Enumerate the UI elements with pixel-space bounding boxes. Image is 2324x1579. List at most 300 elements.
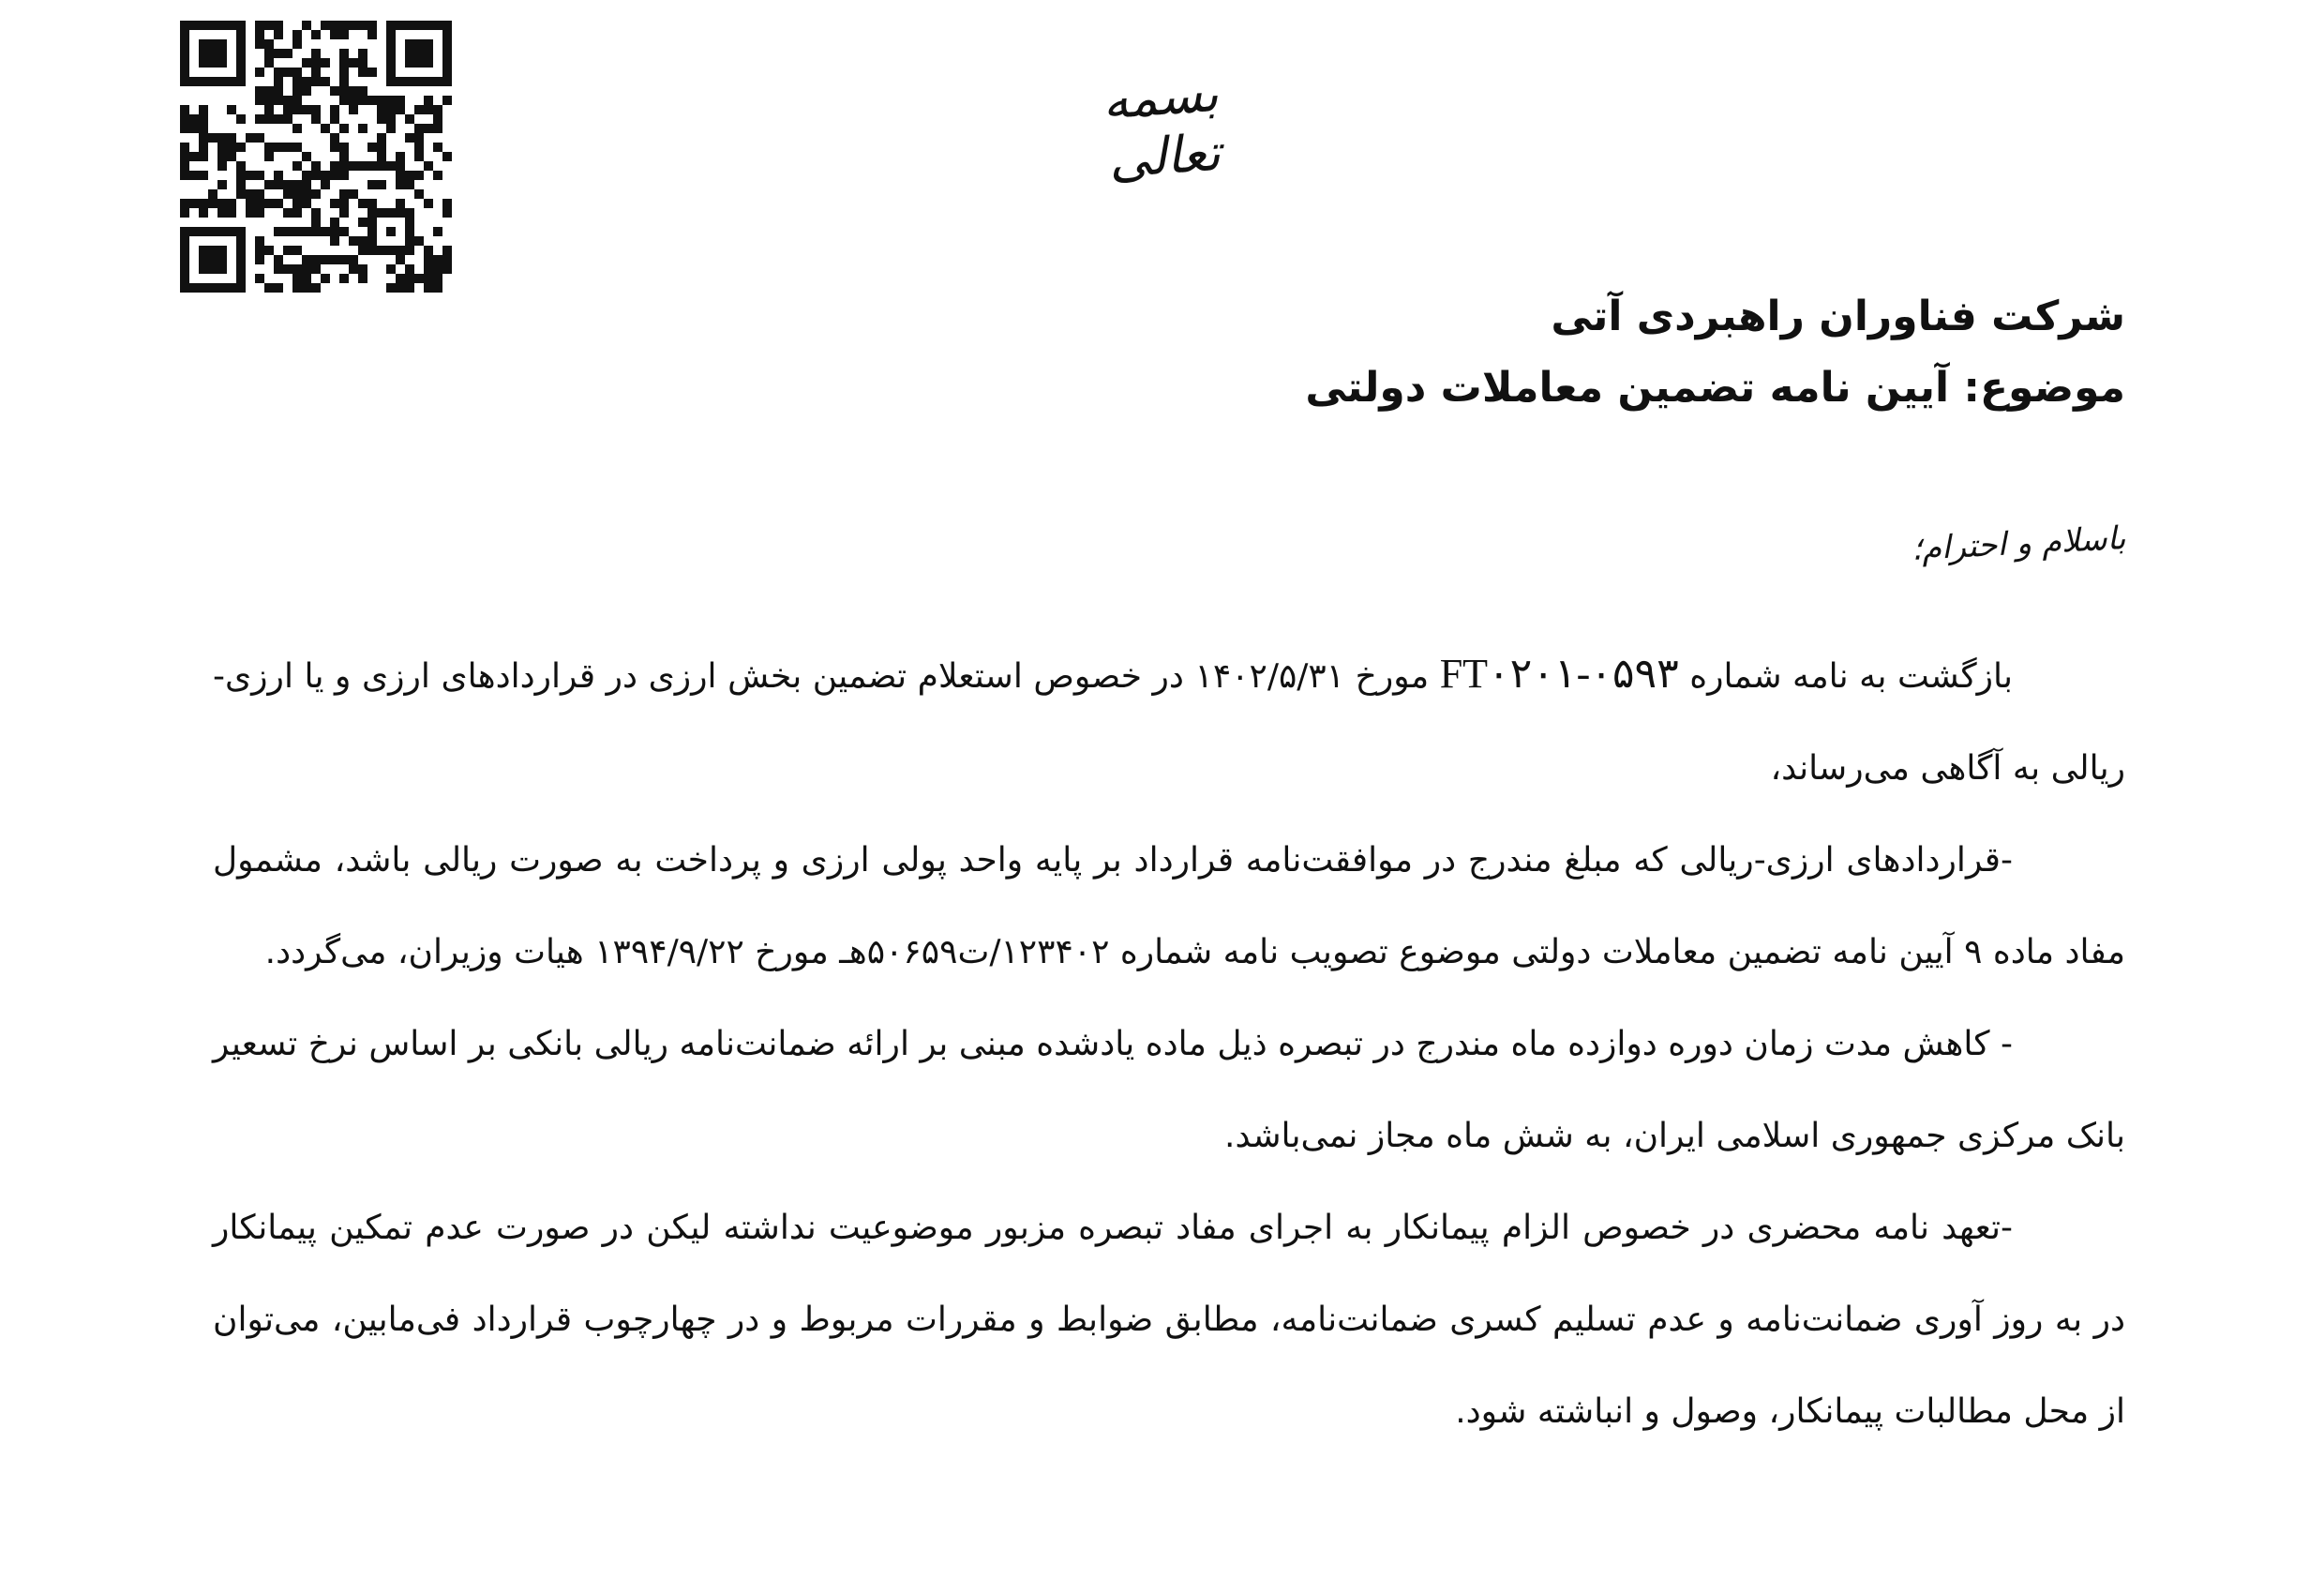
qr-module (199, 199, 208, 208)
qr-module (199, 143, 208, 152)
qr-module (367, 68, 377, 77)
qr-module (189, 171, 199, 180)
qr-module (189, 199, 199, 208)
qr-module (424, 21, 433, 30)
qr-module (330, 255, 339, 264)
qr-module (208, 58, 217, 68)
qr-module (255, 246, 264, 255)
qr-module (433, 114, 442, 124)
qr-module (396, 180, 405, 189)
qr-module (264, 283, 274, 293)
qr-module (283, 96, 292, 105)
qr-module (330, 218, 339, 227)
qr-module (236, 58, 246, 68)
reference-number: FT۰۲۰۱-۰۵۹۳ (1439, 651, 1679, 697)
qr-module (358, 68, 367, 77)
qr-module (283, 180, 292, 189)
qr-module (330, 86, 339, 96)
qr-module (367, 180, 377, 189)
qr-module (349, 58, 358, 68)
qr-module (180, 105, 189, 114)
qr-module (405, 77, 414, 86)
qr-module (377, 161, 386, 171)
qr-module (405, 218, 414, 227)
qr-module (321, 58, 330, 68)
qr-module (264, 105, 274, 114)
qr-module (311, 208, 321, 218)
qr-module (433, 124, 442, 133)
qr-module (424, 274, 433, 283)
qr-module (208, 133, 217, 143)
qr-module (189, 77, 199, 86)
qr-module (180, 58, 189, 68)
qr-module (321, 180, 330, 189)
qr-module (208, 199, 217, 208)
qr-module (433, 227, 442, 236)
qr-module (330, 105, 339, 114)
qr-module (414, 143, 424, 152)
qr-module (274, 255, 283, 264)
qr-module (424, 58, 433, 68)
qr-module (199, 58, 208, 68)
qr-module (414, 152, 424, 161)
qr-module (396, 255, 405, 264)
qr-module (311, 283, 321, 293)
qr-module (217, 39, 227, 49)
qr-module (386, 114, 396, 124)
qr-module (433, 171, 442, 180)
qr-module (236, 236, 246, 246)
qr-module (189, 152, 199, 161)
qr-module (236, 161, 246, 171)
qr-module (236, 68, 246, 77)
qr-module (386, 58, 396, 68)
qr-module (349, 21, 358, 30)
qr-module (292, 86, 302, 96)
qr-module (180, 21, 189, 30)
qr-module (236, 77, 246, 86)
qr-module (339, 152, 349, 161)
qr-module (424, 105, 433, 114)
qr-module (377, 246, 386, 255)
qr-module (283, 49, 292, 58)
qr-module (330, 21, 339, 30)
qr-module (349, 105, 358, 114)
qr-module (302, 105, 311, 114)
qr-module (255, 171, 264, 180)
qr-module (274, 171, 283, 180)
qr-module (386, 283, 396, 293)
qr-module (377, 105, 386, 114)
qr-module (292, 199, 302, 208)
qr-module (311, 58, 321, 68)
qr-module (180, 255, 189, 264)
qr-module (424, 264, 433, 274)
qr-module (199, 283, 208, 293)
qr-module (255, 199, 264, 208)
qr-code (180, 21, 452, 293)
qr-module (180, 171, 189, 180)
qr-module (405, 180, 414, 189)
qr-module (292, 180, 302, 189)
qr-module (217, 58, 227, 68)
qr-module (264, 152, 274, 161)
qr-module (208, 49, 217, 58)
qr-module (339, 161, 349, 171)
qr-module (311, 68, 321, 77)
qr-module (442, 49, 452, 58)
qr-module (339, 68, 349, 77)
qr-module (199, 152, 208, 161)
letter-body (213, 628, 2125, 1458)
qr-module (349, 161, 358, 171)
qr-module (386, 264, 396, 274)
qr-module (405, 283, 414, 293)
qr-module (442, 96, 452, 105)
paragraph-reference-intro: بازگشت به نامه شماره (1678, 657, 2014, 696)
qr-module (217, 283, 227, 293)
qr-module (330, 133, 339, 143)
qr-module (283, 189, 292, 199)
qr-module (339, 255, 349, 264)
qr-module (264, 96, 274, 105)
qr-module (283, 143, 292, 152)
qr-module (367, 208, 377, 218)
qr-module (255, 21, 264, 30)
qr-module (339, 171, 349, 180)
qr-module (302, 189, 311, 199)
qr-module (311, 161, 321, 171)
qr-module (414, 236, 424, 246)
qr-module (292, 264, 302, 274)
qr-module (311, 114, 321, 124)
qr-module (321, 171, 330, 180)
qr-module (386, 39, 396, 49)
qr-module (396, 77, 405, 86)
qr-module (274, 77, 283, 86)
paragraph-reference-rest: مورخ ۱۴۰۲/۵/۳۱ در خصوص استعلام تضمین بخش ارزی در قراردادهای ارزی و یا ارزی-ریالی به آگاهی می‌رساند، (213, 657, 2125, 788)
qr-module (414, 274, 424, 283)
qr-module (367, 246, 377, 255)
paragraph-duration: - کاهش مدت زمان دوره دوازده ماه مندرج در تبصره ذیل ماده یادشده مبنی بر ارائه ضمانت‌نامه ریالی بانکی بر اساس نرخ تسعیر بانک مرکزی جمهوری اسلامی ایران، به شش ماه مجاز نمی‌باشد. (213, 1025, 2125, 1155)
qr-module (349, 236, 358, 246)
qr-module (292, 105, 302, 114)
qr-module (255, 30, 264, 39)
qr-module (330, 171, 339, 180)
paragraph-commitment: -تعهد نامه محضری در خصوص الزام پیمانکار به اجرای مفاد تبصره مزبور موضوعیت نداشته لیکن در صورت عدم تمکین پیمانکار در به روز آوری ضمانت‌نامه و عدم تسلیم کسری ضمانت‌نامه، مطابق ضوابط و مقررات مربوط و در چهارچوب قرارداد فی‌مابین، می‌توان از محل مطالبات پیمانکار، وصول و انباشته شود. (213, 1209, 2125, 1431)
qr-module (414, 21, 424, 30)
qr-module (377, 96, 386, 105)
qr-module (292, 68, 302, 77)
qr-module (292, 274, 302, 283)
qr-module (217, 161, 227, 171)
qr-module (311, 49, 321, 58)
qr-module (321, 227, 330, 236)
qr-module (349, 96, 358, 105)
qr-module (255, 114, 264, 124)
qr-module (405, 227, 414, 236)
qr-module (442, 68, 452, 77)
qr-module (255, 68, 264, 77)
qr-module (236, 21, 246, 30)
qr-module (283, 227, 292, 236)
qr-module (358, 124, 367, 133)
qr-module (180, 236, 189, 246)
qr-module (180, 143, 189, 152)
qr-module (274, 114, 283, 124)
qr-module (199, 77, 208, 86)
qr-module (405, 236, 414, 246)
qr-module (386, 68, 396, 77)
qr-module (442, 30, 452, 39)
qr-module (442, 58, 452, 68)
qr-module (180, 77, 189, 86)
qr-module (367, 218, 377, 227)
qr-module (424, 124, 433, 133)
qr-module (321, 274, 330, 283)
qr-module (330, 236, 339, 246)
qr-module (396, 105, 405, 114)
qr-module (236, 274, 246, 283)
qr-module (339, 227, 349, 236)
qr-module (396, 246, 405, 255)
qr-module (274, 143, 283, 152)
qr-module (386, 49, 396, 58)
qr-module (217, 255, 227, 264)
qr-module (302, 171, 311, 180)
qr-module (180, 227, 189, 236)
qr-module (311, 255, 321, 264)
qr-module (386, 124, 396, 133)
qr-module (330, 30, 339, 39)
qr-module (433, 274, 442, 283)
qr-module (255, 39, 264, 49)
qr-module (424, 199, 433, 208)
qr-module (367, 96, 377, 105)
qr-module (311, 227, 321, 236)
qr-module (321, 77, 330, 86)
qr-module (274, 21, 283, 30)
qr-module (414, 133, 424, 143)
qr-module (208, 246, 217, 255)
qr-module (227, 133, 236, 143)
qr-module (227, 283, 236, 293)
qr-module (396, 199, 405, 208)
qr-module (433, 143, 442, 152)
qr-module (433, 264, 442, 274)
qr-module (405, 114, 414, 124)
qr-module (274, 86, 283, 96)
qr-module (199, 171, 208, 180)
qr-module (442, 199, 452, 208)
letter-header (625, 281, 2125, 424)
qr-module (433, 21, 442, 30)
qr-module (180, 114, 189, 124)
qr-module (236, 143, 246, 152)
qr-module (339, 143, 349, 152)
qr-module (217, 133, 227, 143)
greeting: باسلام و احترام؛ (1910, 519, 2126, 568)
qr-module (180, 49, 189, 58)
qr-module (236, 39, 246, 49)
qr-module (246, 189, 255, 199)
qr-module (217, 264, 227, 274)
paragraph-reference (213, 628, 2125, 815)
qr-module (302, 86, 311, 96)
qr-module (283, 264, 292, 274)
qr-module (396, 161, 405, 171)
qr-module (302, 283, 311, 293)
qr-module (199, 124, 208, 133)
qr-module (386, 30, 396, 39)
qr-module (199, 114, 208, 124)
qr-module (396, 283, 405, 293)
qr-module (208, 264, 217, 274)
qr-module (377, 143, 386, 152)
qr-module (217, 246, 227, 255)
qr-module (339, 124, 349, 133)
paragraph-contracts: -قراردادهای ارزی-ریالی که مبلغ مندرج در موافقت‌نامه قرارداد بر پایه واحد پولی ارزی و پرداخت به صورت ریالی باشد، مشمول مفاد ماده ۹ آیین نامه تضمین معاملات دولتی موضوع تصویب نامه شماره ۱۲۳۴۰۲/ت۵۰۶۵۹هـ مورخ ۱۳۹۴/۹/۲۲ هیات وزیران، می‌گردد. (213, 841, 2125, 971)
qr-module (199, 264, 208, 274)
qr-module (424, 246, 433, 255)
qr-module (274, 68, 283, 77)
qr-module (236, 227, 246, 236)
qr-module (358, 236, 367, 246)
qr-module (311, 189, 321, 199)
qr-module (236, 49, 246, 58)
qr-module (217, 152, 227, 161)
qr-module (180, 39, 189, 49)
qr-module (321, 21, 330, 30)
qr-module (199, 133, 208, 143)
qr-module (274, 180, 283, 189)
qr-module (236, 180, 246, 189)
qr-module (264, 199, 274, 208)
qr-module (367, 143, 377, 152)
qr-module (358, 96, 367, 105)
qr-module (442, 208, 452, 218)
qr-module (386, 96, 396, 105)
qr-module (358, 21, 367, 30)
qr-module (405, 274, 414, 283)
qr-module (339, 189, 349, 199)
qr-module (199, 39, 208, 49)
qr-module (367, 236, 377, 246)
qr-module (414, 49, 424, 58)
qr-module (405, 49, 414, 58)
qr-module (339, 208, 349, 218)
qr-module (189, 114, 199, 124)
qr-module (180, 68, 189, 77)
qr-module (424, 283, 433, 293)
qr-module (311, 218, 321, 227)
qr-module (292, 96, 302, 105)
qr-module (358, 264, 367, 274)
qr-module (339, 58, 349, 68)
qr-module (311, 264, 321, 274)
qr-module (396, 152, 405, 161)
qr-module (414, 77, 424, 86)
qr-module (227, 227, 236, 236)
qr-module (208, 77, 217, 86)
qr-module (208, 255, 217, 264)
qr-module (264, 58, 274, 68)
qr-module (405, 264, 414, 274)
qr-module (180, 283, 189, 293)
qr-module (236, 255, 246, 264)
qr-module (358, 86, 367, 96)
qr-module (283, 246, 292, 255)
qr-module (386, 161, 396, 171)
qr-code-graphic (180, 21, 452, 293)
qr-module (189, 124, 199, 133)
qr-module (255, 96, 264, 105)
qr-module (367, 21, 377, 30)
qr-module (217, 180, 227, 189)
qr-module (236, 171, 246, 180)
qr-module (274, 30, 283, 39)
qr-module (180, 124, 189, 133)
qr-module (274, 227, 283, 236)
qr-module (227, 105, 236, 114)
qr-module (302, 227, 311, 236)
qr-module (358, 246, 367, 255)
qr-module (330, 114, 339, 124)
qr-module (442, 152, 452, 161)
qr-module (339, 274, 349, 283)
qr-module (208, 227, 217, 236)
qr-module (414, 189, 424, 199)
qr-module (236, 30, 246, 39)
qr-module (386, 246, 396, 255)
qr-module (424, 77, 433, 86)
qr-module (292, 161, 302, 171)
qr-module (292, 143, 302, 152)
qr-module (292, 227, 302, 236)
qr-module (292, 189, 302, 199)
qr-module (227, 208, 236, 218)
qr-module (180, 30, 189, 39)
qr-module (199, 21, 208, 30)
qr-module (208, 39, 217, 49)
qr-module (283, 114, 292, 124)
qr-module (349, 189, 358, 199)
qr-module (442, 264, 452, 274)
qr-module (414, 58, 424, 68)
qr-module (255, 86, 264, 96)
qr-module (292, 246, 302, 255)
qr-module (189, 21, 199, 30)
qr-module (367, 227, 377, 236)
qr-module (292, 124, 302, 133)
qr-module (236, 246, 246, 255)
qr-module (302, 77, 311, 86)
qr-module (255, 236, 264, 246)
qr-module (358, 199, 367, 208)
qr-module (264, 39, 274, 49)
qr-module (236, 283, 246, 293)
qr-module (227, 21, 236, 30)
qr-module (236, 114, 246, 124)
qr-module (414, 171, 424, 180)
qr-module (442, 39, 452, 49)
qr-module (386, 208, 396, 218)
qr-module (433, 77, 442, 86)
qr-module (349, 255, 358, 264)
qr-module (227, 143, 236, 152)
qr-module (302, 152, 311, 161)
qr-module (433, 105, 442, 114)
